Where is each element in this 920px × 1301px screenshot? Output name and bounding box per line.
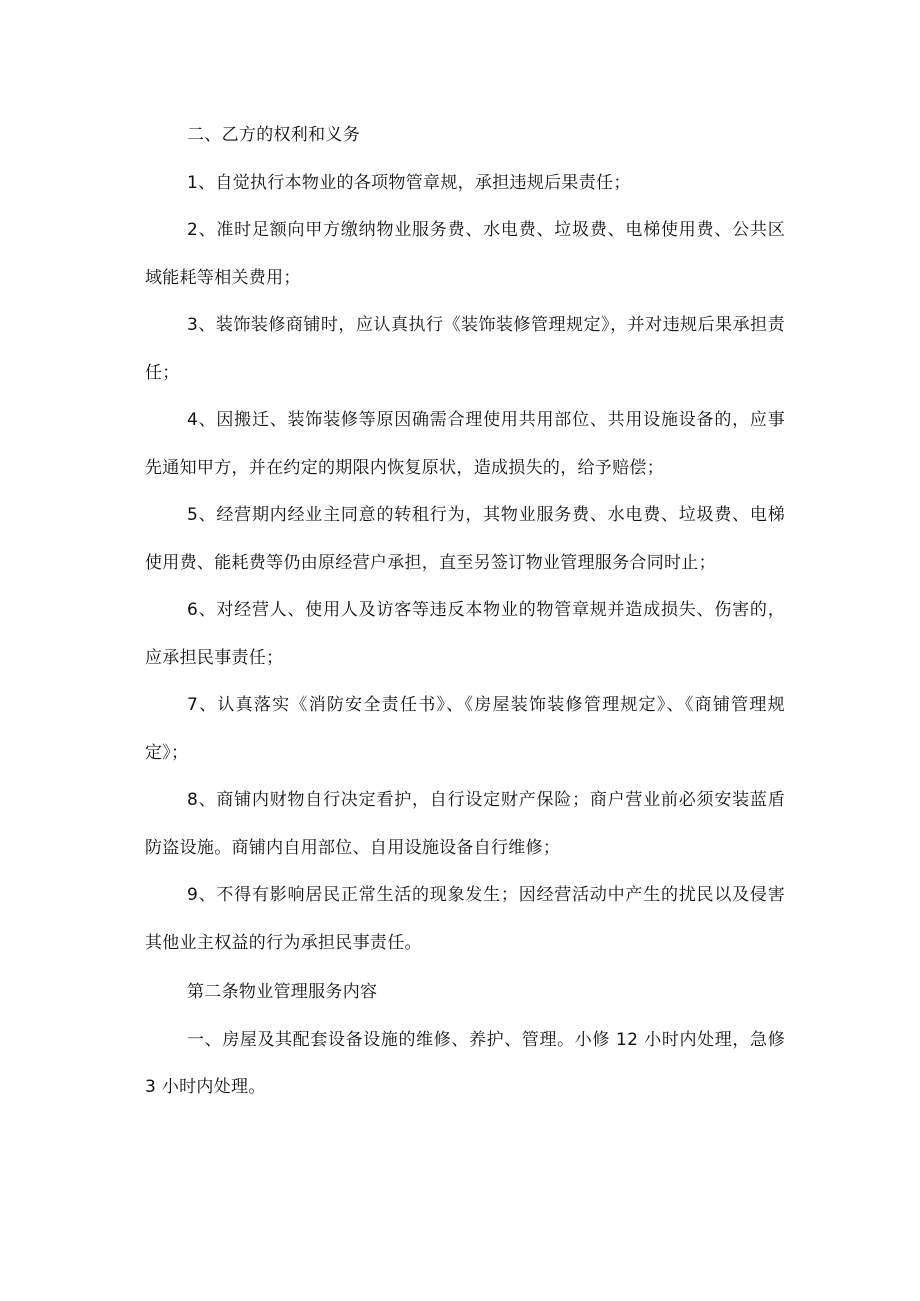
clause-6: 6、对经营人、使用人及访客等违反本物业的物管章规并造成损失、伤害的，应承担民事责任；	[145, 600, 785, 668]
clause-1: 1、自觉执行本物业的各项物管章规，承担违规后果责任；	[187, 172, 631, 193]
service-item-1: 一、房屋及其配套设备设施的维修、养护、管理。小修 12 小时内处理，急修 3 小时内处理。	[145, 1029, 785, 1097]
clause-9: 9、不得有影响居民正常生活的现象发生；因经营活动中产生的扰民以及侵害其他业主权益的行为承担民事责任。	[145, 885, 785, 953]
clause-7: 7、认真落实《消防安全责任书》、《房屋装饰装修管理规定》、《商铺管理规定》；	[145, 695, 785, 763]
clause-5: 5、经营期内经业主同意的转租行为，其物业服务费、水电费、垃圾费、电梯使用费、能耗费等仍由原经营户承担，直至另签订物业管理服务合同时止；	[145, 505, 785, 573]
section-heading-party-b-rights: 二、乙方的权利和义务	[187, 125, 360, 145]
clause-3: 3、装饰装修商铺时，应认真执行《装饰装修管理规定》，并对违规后果承担责任；	[145, 315, 785, 383]
article-2-heading: 第二条物业管理服务内容	[187, 982, 378, 1002]
clause-4: 4、因搬迁、装饰装修等原因确需合理使用共用部位、共用设施设备的，应事先通知甲方，并在约定的期限内恢复原状，造成损失的，给予赔偿；	[145, 410, 785, 478]
document-body	[145, 112, 785, 1112]
clause-8: 8、商铺内财物自行决定看护，自行设定财产保险；商户营业前必须安装蓝盾防盗设施。商铺内自用部位、自用设施设备自行维修；	[145, 790, 785, 858]
clause-2: 2、准时足额向甲方缴纳物业服务费、水电费、垃圾费、电梯使用费、公共区域能耗等相关费用；	[145, 220, 785, 288]
